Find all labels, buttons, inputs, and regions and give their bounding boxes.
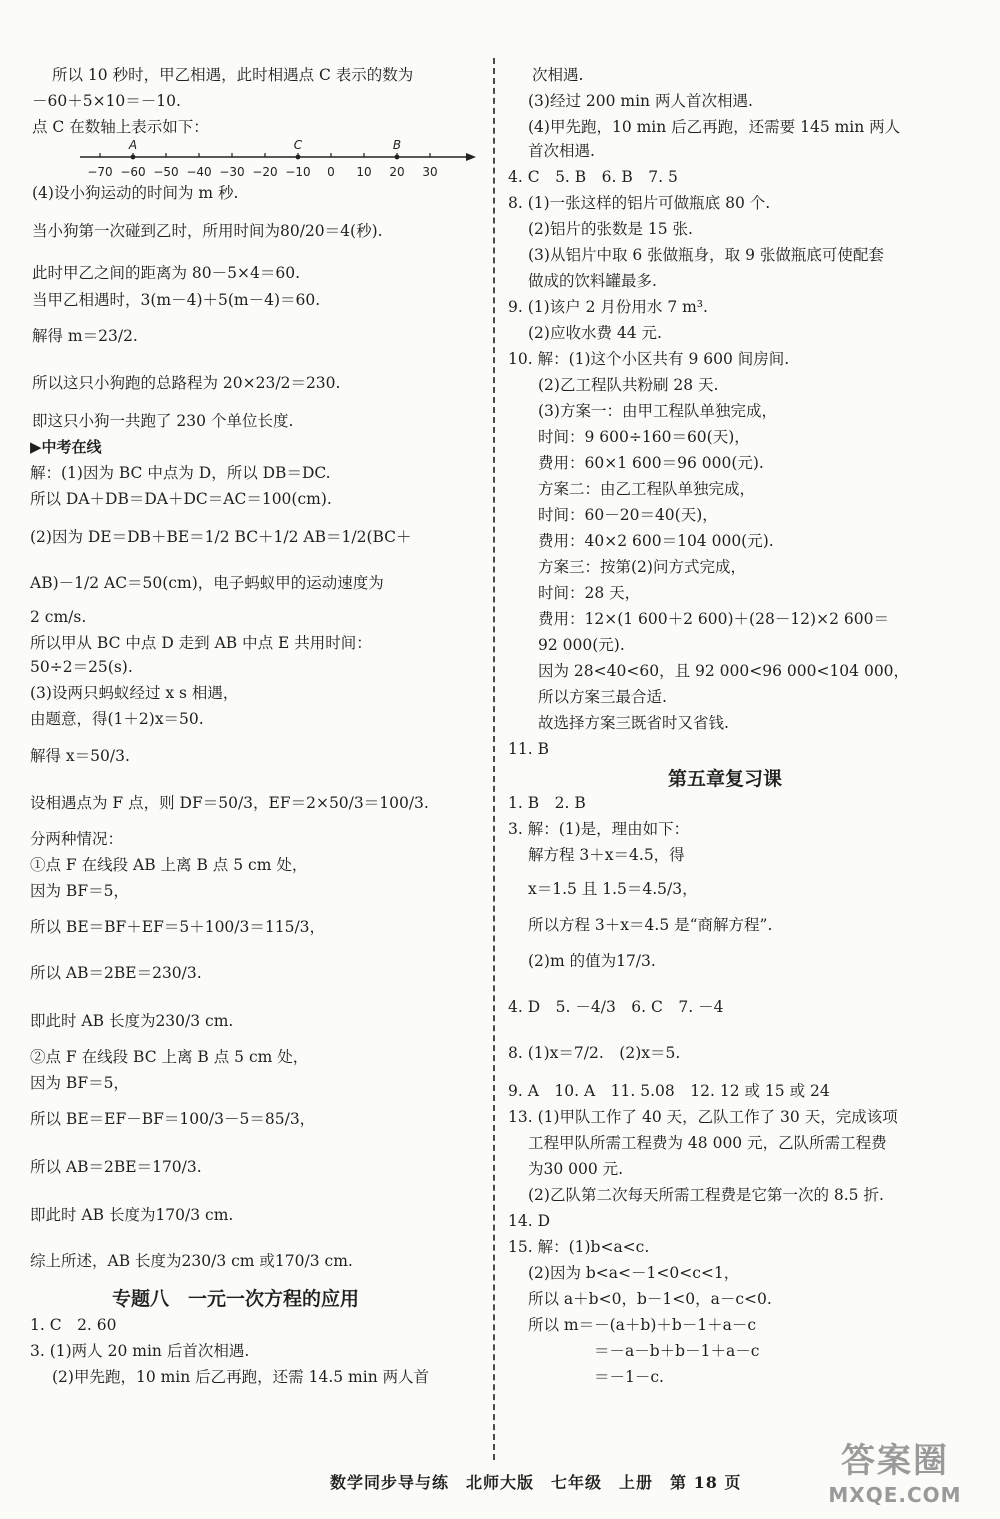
subsection-heading: ▶中考在线 (30, 438, 102, 456)
text-line: 所以方案三最合适. (538, 688, 667, 706)
text-line: AB)－1/2 AC＝50(cm)，电子蚂蚁甲的运动速度为 (30, 574, 384, 592)
text-line: 8. (1)一张这样的铝片可做瓶底 80 个. (508, 194, 771, 212)
text-line: 首次相遇. (528, 142, 595, 160)
text-line: 方案三：按第(2)问方式完成， (538, 558, 746, 576)
text-line: 时间：60－20＝40(天)， (538, 506, 718, 524)
text-line: x＝1.5 且 1.5＝4.5/3， (528, 880, 698, 898)
section-title: 专题八 一元一次方程的应用 (112, 1288, 360, 1310)
text-line: 即此时 AB 长度为230/3 cm. (30, 1012, 234, 1030)
text-line: 所以 a＋b<0，b－1<0，a－c<0. (528, 1290, 772, 1308)
text-line: 当甲乙相遇时，3(m－4)＋5(m－4)＝60. (32, 291, 321, 309)
text-line: ②点 F 在线段 BC 上离 B 点 5 cm 处， (30, 1048, 309, 1066)
text-line: 方案二：由乙工程队单独完成， (538, 480, 756, 498)
text-line: 所以甲从 BC 中点 D 走到 AB 中点 E 共用时间： (30, 634, 372, 652)
text-line: 此时甲乙之间的距离为 80－5×4＝60. (32, 264, 301, 282)
text-line: 因为 BF＝5， (30, 1074, 129, 1092)
text-line: 8. (1)x＝7/2. (2)x＝5. (508, 1044, 681, 1062)
text-line: 费用：40×2 600＝104 000(元). (538, 532, 774, 550)
text-line: 解得 m＝23/2. (32, 327, 138, 345)
text-line: 因为 28<40<60，且 92 000<96 000<104 000， (538, 662, 910, 680)
tick-label: −10 (285, 165, 311, 179)
text-line: 1. B 2. B (508, 794, 586, 812)
text-line: 11. B (508, 740, 549, 758)
text-line: 为30 000 元. (528, 1160, 624, 1178)
point-label: A (128, 138, 138, 152)
tick-label: 30 (422, 165, 438, 179)
section-title: 第五章复习课 (668, 768, 783, 790)
text-line: 故选择方案三既省时又省钱. (538, 714, 729, 732)
text-line: 4. D 5. －4/3 6. C 7. －4 (508, 998, 724, 1016)
text-line: 因为 BF＝5， (30, 882, 129, 900)
column-divider (493, 58, 495, 1460)
text-line: 费用：12×(1 600＋2 600)＋(28－12)×2 600＝ (538, 610, 889, 628)
text-line: 13. (1)甲队工作了 40 天，乙队工作了 30 天，完成该项 (508, 1108, 898, 1126)
text-line: (2)因为 DE＝DB＋BE＝1/2 BC＋1/2 AB＝1/2(BC＋ (30, 528, 412, 546)
page-footer: 数学同步导与练 北师大版 七年级 上册 第 18 页 (330, 1473, 742, 1492)
text-line: 工程甲队所需工程费为 48 000 元，乙队所需工程费 (528, 1134, 887, 1152)
tick-label: 20 (389, 165, 405, 179)
text-line: 所以 10 秒时，甲乙相遇，此时相遇点 C 表示的数为 (52, 66, 414, 84)
text-line: (3)经过 200 min 两人首次相遇. (528, 92, 753, 110)
tick-label: −60 (120, 165, 146, 179)
text-line: 4. C 5. B 6. B 7. 5 (508, 168, 678, 186)
text-line: 所以 AB＝2BE＝170/3. (30, 1158, 202, 1176)
text-line: 92 000(元). (538, 636, 625, 654)
text-line: 所以 DA＋DB＝DA＋DC＝AC＝100(cm). (30, 490, 332, 508)
text-line: 15. 解：(1)b<a<c. (508, 1238, 650, 1256)
text-line: 2 cm/s. (30, 608, 87, 626)
text-line: (3)方案一：由甲工程队单独完成， (538, 402, 777, 420)
text-line: 所以 BE＝BF＋EF＝5＋100/3＝115/3， (30, 918, 326, 936)
text-line: 时间：28 天， (538, 584, 641, 602)
text-line: (2)乙队第二次每天所需工程费是它第一次的 8.5 折. (528, 1186, 884, 1204)
text-line: 所以 AB＝2BE＝230/3. (30, 964, 202, 982)
text-line: 50÷2＝25(s). (30, 658, 133, 676)
text-line: 3. 解：(1)是，理由如下： (508, 820, 690, 838)
text-line: 设相遇点为 F 点，则 DF＝50/3，EF＝2×50/3＝100/3. (30, 794, 429, 812)
text-line: 14. D (508, 1212, 551, 1230)
tick-label: 0 (327, 165, 335, 179)
text-line: 10. 解：(1)这个小区共有 9 600 间房间. (508, 350, 790, 368)
watermark-logo (800, 1440, 990, 1515)
text-line: 即此时 AB 长度为170/3 cm. (30, 1206, 234, 1224)
text-line: 费用：60×1 600＝96 000(元). (538, 454, 764, 472)
text-line: 当小狗第一次碰到乙时，所用时间为80/20＝4(秒). (32, 222, 383, 240)
number-line (78, 138, 478, 182)
text-line: (2)甲先跑，10 min 后乙再跑，还需 14.5 min 两人首 (52, 1368, 430, 1386)
text-line: 分两种情况： (30, 830, 124, 848)
text-line: 次相遇. (532, 66, 584, 84)
tick-label: −20 (252, 165, 278, 179)
text-line: ＝－1－c. (594, 1368, 664, 1386)
text-line: 解得 x＝50/3. (30, 747, 130, 765)
point-label: C (293, 138, 303, 152)
text-line: 解方程 3＋x＝4.5，得 (528, 846, 685, 864)
text-line: 时间：9 600÷160＝60(天)， (538, 428, 750, 446)
point-marker (395, 155, 400, 160)
tick-label: −30 (219, 165, 245, 179)
text-line: 所以 m＝－(a＋b)＋b－1＋a－c (528, 1316, 757, 1334)
text-line: (3)设两只蚂蚁经过 x s 相遇， (30, 684, 239, 702)
text-line: 所以这只小狗跑的总路程为 20×23/2＝230. (32, 374, 341, 392)
text-line: ①点 F 在线段 AB 上离 B 点 5 cm 处， (30, 856, 308, 874)
text-line: 即这只小狗一共跑了 230 个单位长度. (32, 412, 294, 430)
text-line: (4)甲先跑，10 min 后乙再跑，还需要 145 min 两人 (528, 118, 901, 136)
point-marker (131, 155, 136, 160)
text-line: 点 C 在数轴上表示如下： (32, 118, 209, 136)
text-line: (3)从铝片中取 6 张做瓶身，取 9 张做瓶底可使配套 (528, 246, 884, 264)
text-line: (2)因为 b<a<－1<0<c<1， (528, 1264, 740, 1282)
text-line: 3. (1)两人 20 min 后首次相遇. (30, 1342, 250, 1360)
text-line: 做成的饮料罐最多. (528, 272, 657, 290)
text-line: 由题意，得(1＋2)x＝50. (30, 710, 204, 728)
text-line: 解：(1)因为 BC 中点为 D，所以 DB＝DC. (30, 464, 331, 482)
tick-label: 10 (356, 165, 372, 179)
watermark-text: 答案圈 (841, 1441, 949, 1481)
tick-label: −50 (153, 165, 179, 179)
text-line: 1. C 2. 60 (30, 1316, 117, 1334)
text-line: 所以 BE＝EF－BF＝100/3－5＝85/3， (30, 1110, 316, 1128)
text-line: 综上所述，AB 长度为230/3 cm 或170/3 cm. (30, 1252, 353, 1270)
text-line: (2)应收水费 44 元. (528, 324, 662, 342)
text-line: (2)铝片的张数是 15 张. (528, 220, 693, 238)
text-line: －60＋5×10＝－10. (32, 92, 181, 110)
text-line: (2)m 的值为17/3. (528, 952, 656, 970)
text-line: (4)设小狗运动的时间为 m 秒. (32, 184, 239, 202)
text-line: 所以方程 3＋x＝4.5 是“商解方程”. (528, 916, 773, 934)
point-marker (296, 155, 301, 160)
tick-label: −40 (186, 165, 212, 179)
text-line: 9. (1)该户 2 月份用水 7 m³. (508, 298, 708, 316)
text-line: 9. A 10. A 11. 5.08 12. 12 或 15 或 24 (508, 1082, 830, 1100)
text-line: (2)乙工程队共粉刷 28 天. (538, 376, 719, 394)
point-label: B (392, 138, 402, 152)
tick-label: −70 (87, 165, 113, 179)
text-line: ＝－a－b＋b－1＋a－c (594, 1342, 760, 1360)
watermark-url: MXQE.COM (828, 1483, 962, 1507)
